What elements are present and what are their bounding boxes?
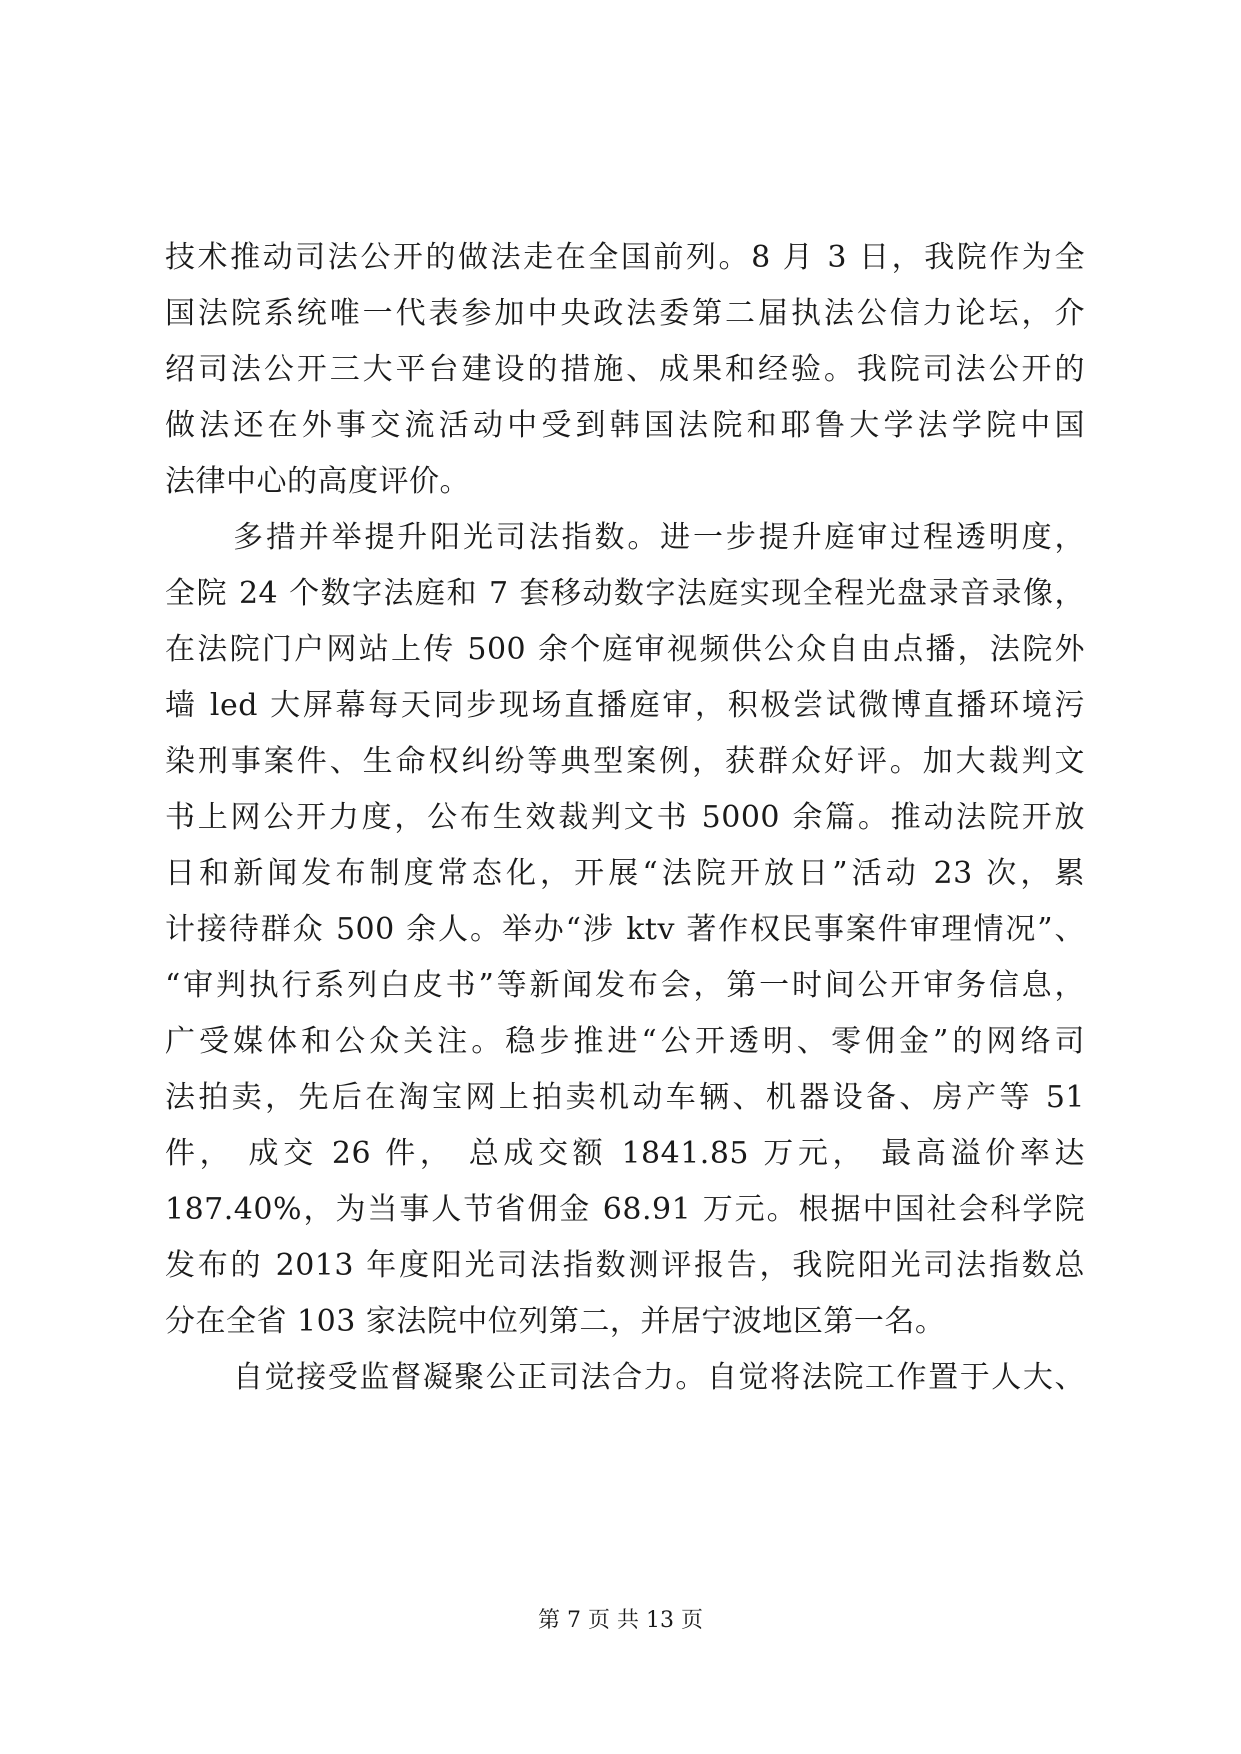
text-line: 染刑事案件、生命权纠纷等典型案例，获群众好评。加大裁判文 <box>165 744 1085 779</box>
text-line: 法拍卖，先后在淘宝网上拍卖机动车辆、机器设备、房产等 51 <box>165 1080 1085 1115</box>
text-line: 绍司法公开三大平台建设的措施、成果和经验。我院司法公开的 <box>165 352 1085 387</box>
text-line: 书上网公开力度，公布生效裁判文书 5000 余篇。推动法院开放 <box>165 800 1085 835</box>
text-line: 技术推动司法公开的做法走在全国前列。8 月 3 日，我院作为全 <box>165 240 1085 275</box>
page-footer: 第 7 页 共 13 页 <box>538 1608 703 1633</box>
text-line: 分在全省 103 家法院中位列第二，并居宁波地区第一名。 <box>165 1304 946 1339</box>
text-line: 墙 led 大屏幕每天同步现场直播庭审，积极尝试微博直播环境污 <box>165 688 1085 723</box>
text-line: 日和新闻发布制度常态化，开展“法院开放日”活动 23 次，累 <box>165 856 1085 891</box>
text-line: 广受媒体和公众关注。稳步推进“公开透明、零佣金”的网络司 <box>165 1024 1085 1059</box>
text-line: 做法还在外事交流活动中受到韩国法院和耶鲁大学法学院中国 <box>165 408 1085 443</box>
text-line: 187.40%，为当事人节省佣金 68.91 万元。根据中国社会科学院 <box>165 1192 1085 1227</box>
body-text <box>165 230 1085 1406</box>
text-line: 国法院系统唯一代表参加中央政法委第二届执法公信力论坛，介 <box>165 296 1085 331</box>
text-line: 自觉接受监督凝聚公正司法合力。自觉将法院工作置于人大、 <box>233 1360 1085 1395</box>
text-line: 在法院门户网站上传 500 余个庭审视频供公众自由点播，法院外 <box>165 632 1085 667</box>
text-line: “审判执行系列白皮书”等新闻发布会，第一时间公开审务信息， <box>165 968 1085 1003</box>
text-line: 多措并举提升阳光司法指数。进一步提升庭审过程透明度， <box>233 520 1085 555</box>
text-line: 发布的 2013 年度阳光司法指数测评报告，我院阳光司法指数总 <box>165 1248 1085 1283</box>
text-line: 法律中心的高度评价。 <box>165 464 470 499</box>
text-line: 件， 成交 26 件， 总成交额 1841.85 万元， 最高溢价率达 <box>165 1136 1085 1171</box>
text-line: 计接待群众 500 余人。举办“涉 ktv 著作权民事案件审理情况”、 <box>165 912 1085 947</box>
text-line: 全院 24 个数字法庭和 7 套移动数字法庭实现全程光盘录音录像， <box>165 576 1085 611</box>
